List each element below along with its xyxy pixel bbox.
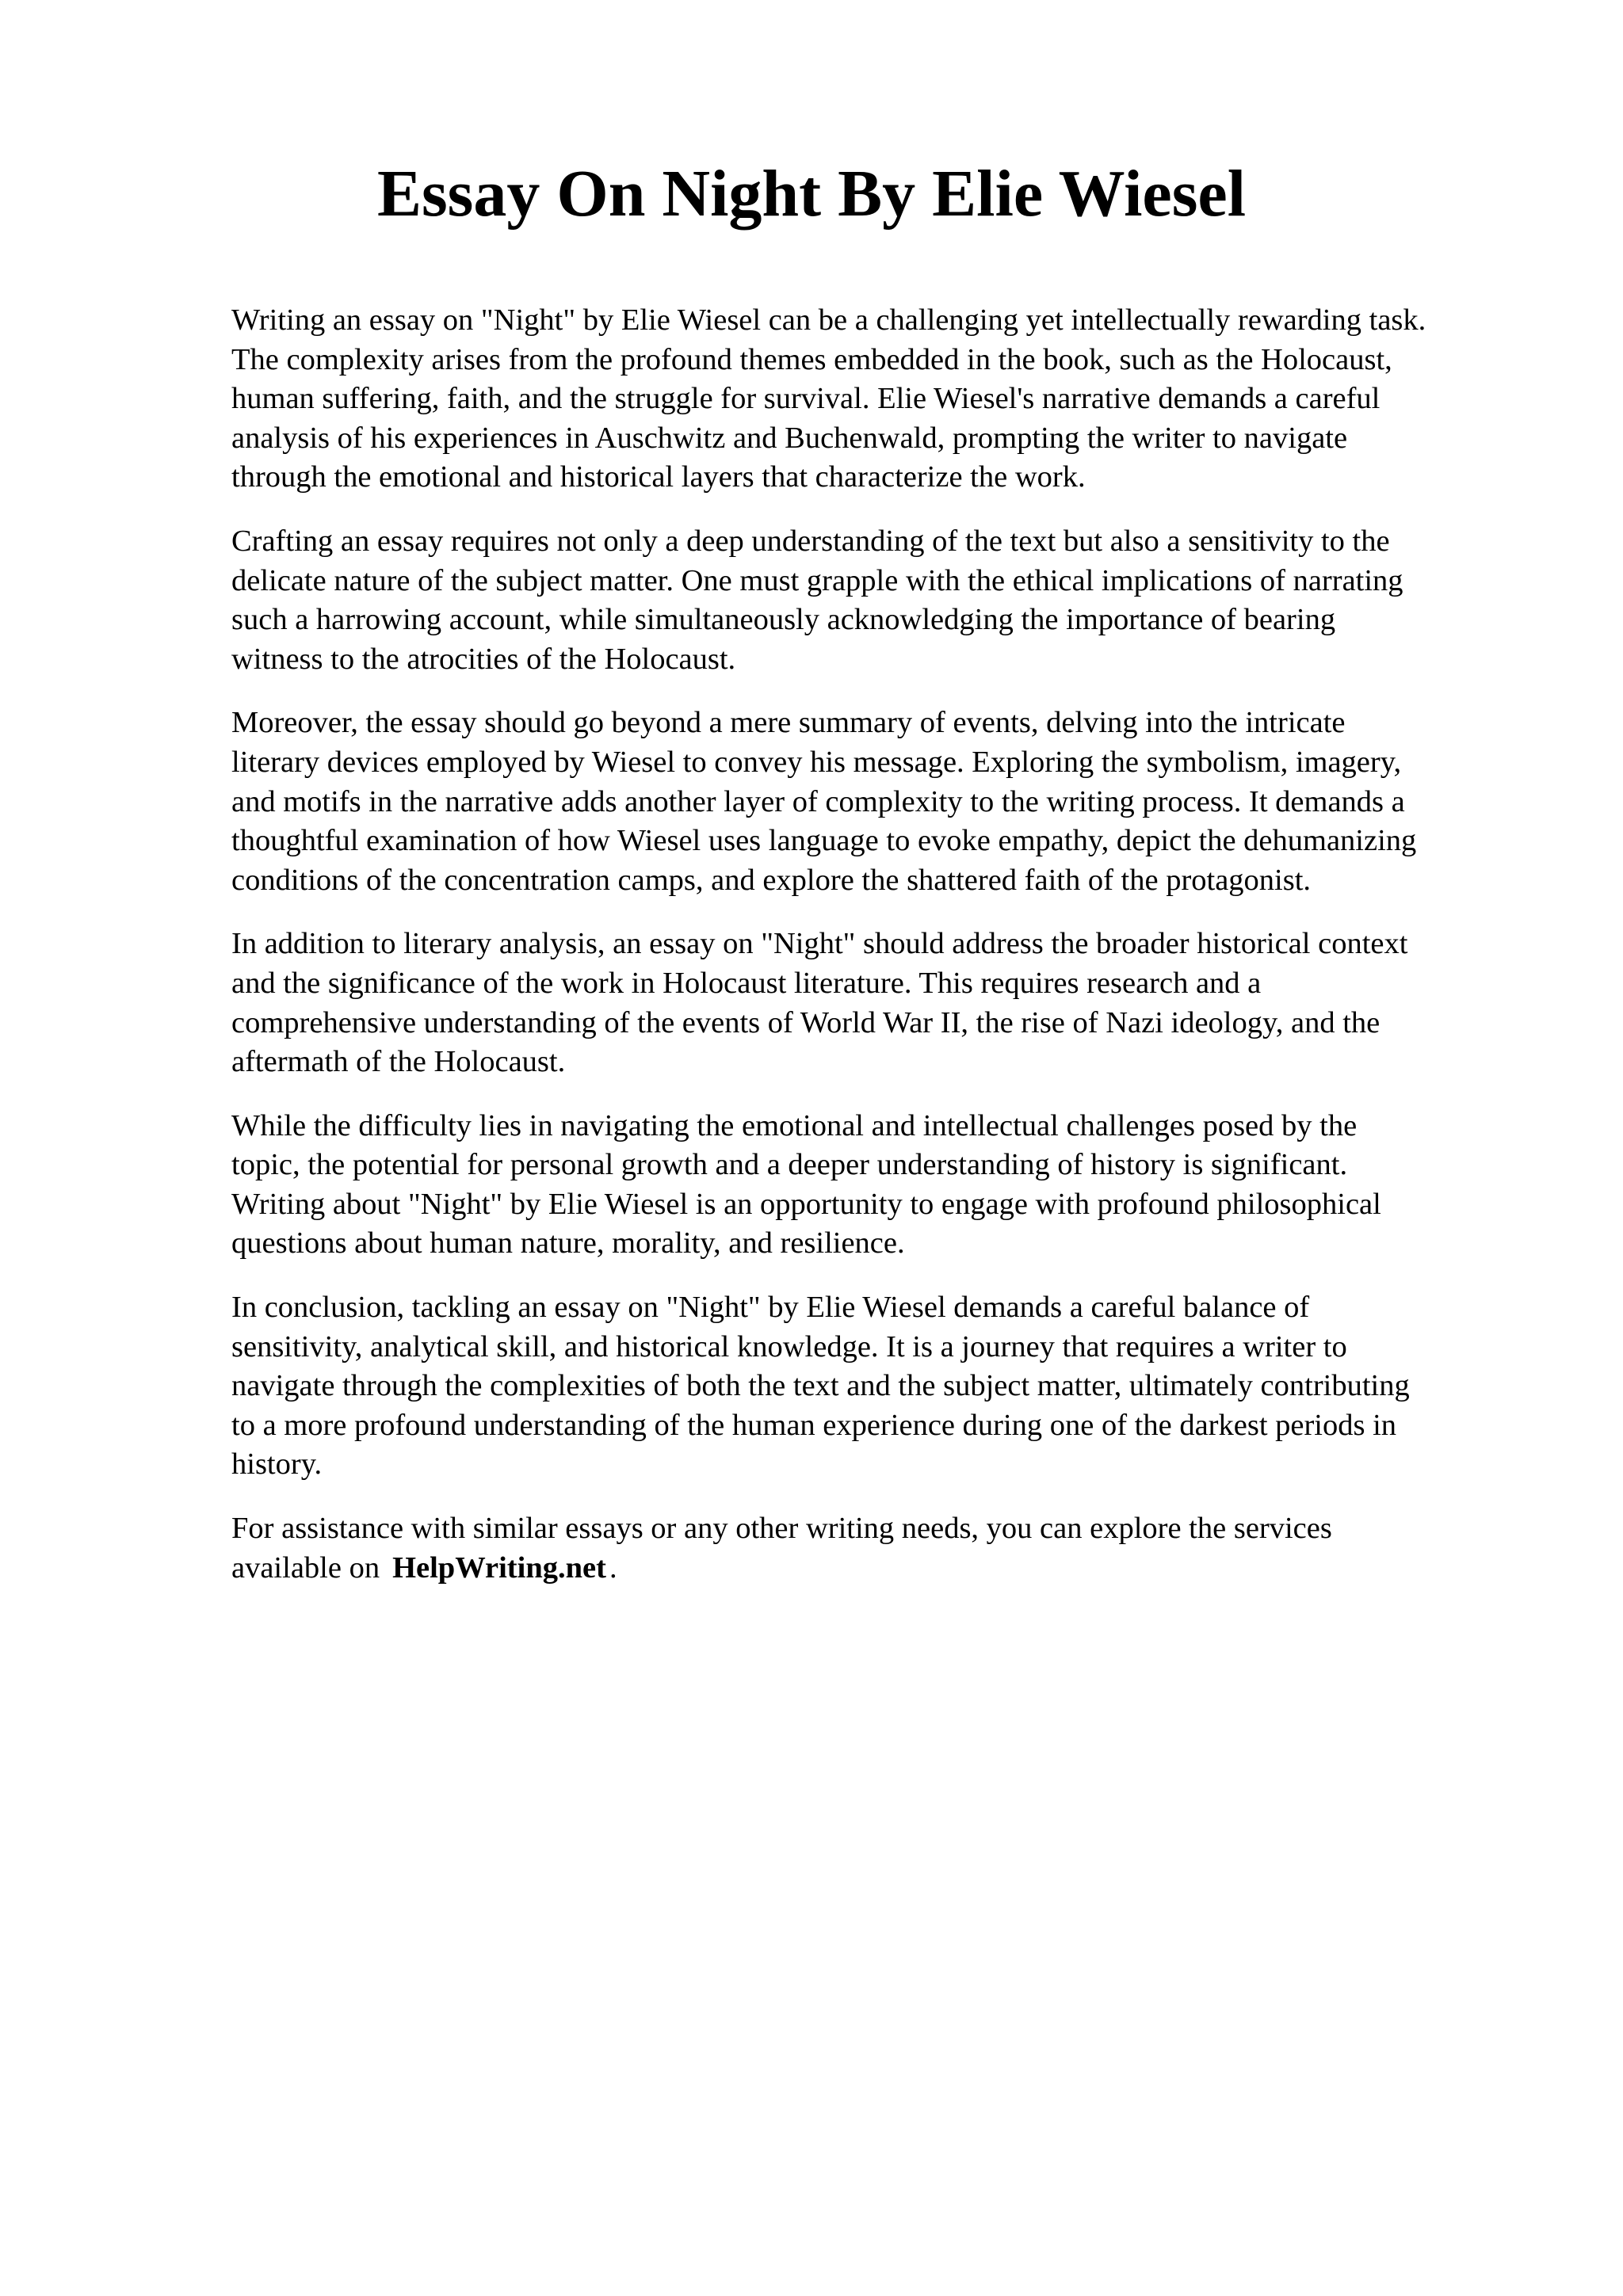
paragraph-line: delicate nature of the subject matter. One must grapple with the ethical implications of narrating: [231, 563, 1403, 597]
paragraph-1: [231, 301, 1531, 498]
paragraph-line: Writing about "Night" by Elie Wiesel is an opportunity to engage with profound philosophical: [231, 1187, 1381, 1221]
paragraph-line: conditions of the concentration camps, and explore the shattered faith of the protagonist.: [231, 863, 1312, 897]
paragraph-6: [231, 1288, 1531, 1485]
paragraph-line: navigate through the complexities of both the text and the subject matter, ultimately contributing: [231, 1369, 1410, 1403]
paragraph-2: [231, 522, 1531, 679]
paragraph-line: and the significance of the work in Holocaust literature. This requires research and a: [231, 966, 1262, 1000]
paragraph-3: [231, 704, 1531, 900]
closing-line-1: For assistance with similar essays or any other writing needs, you can explore the services: [231, 1512, 1332, 1546]
closing-prefix: available on: [231, 1550, 380, 1585]
paragraph-line: comprehensive understanding of the events of World War II, the rise of Nazi ideology, and the: [231, 1005, 1381, 1039]
helpwriting-link[interactable]: HelpWriting.net: [392, 1550, 606, 1585]
paragraph-line: questions about human nature, morality, and resilience.: [231, 1226, 905, 1261]
paragraph-line: The complexity arises from the profound themes embedded in the book, such as the Holocaust,: [231, 342, 1392, 376]
paragraph-line: to a more profound understanding of the human experience during one of the darkest periods in: [231, 1408, 1397, 1442]
paragraph-line: analysis of his experiences in Auschwitz and Buchenwald, prompting the writer to navigate: [231, 421, 1348, 455]
paragraph-line: human suffering, faith, and the struggle for survival. Elie Wiesel's narrative demands a careful: [231, 382, 1381, 416]
paragraph-line: and motifs in the narrative adds another layer of complexity to the writing process. It demands a: [231, 784, 1405, 818]
paragraph-line: Crafting an essay requires not only a deep understanding of the text but also a sensitivity to the: [231, 524, 1390, 558]
paragraph-line: Writing an essay on "Night" by Elie Wiesel can be a challenging yet intellectually rewarding task.: [231, 303, 1426, 337]
paragraph-line: While the difficulty lies in navigating the emotional and intellectual challenges posed by the: [231, 1108, 1358, 1142]
paragraph-line: history.: [231, 1447, 323, 1482]
document-title: Essay On Night By Elie Wiesel: [376, 157, 1247, 231]
paragraph-4: [231, 925, 1531, 1081]
paragraph-line: through the emotional and historical layers that characterize the work.: [231, 460, 1086, 494]
closing-line-2: [231, 1549, 1531, 1589]
paragraph-line: topic, the potential for personal growth and a deeper understanding of history is significant.: [231, 1148, 1348, 1182]
closing-paragraph: [231, 1509, 1531, 1588]
paragraph-line: In conclusion, tackling an essay on "Night" by Elie Wiesel demands a careful balance of: [231, 1291, 1310, 1325]
document-body: [231, 301, 1531, 1612]
paragraph-line: witness to the atrocities of the Holocaust.: [231, 642, 736, 676]
paragraph-5: [231, 1107, 1531, 1264]
paragraph-line: thoughtful examination of how Wiesel uses language to evoke empathy, depict the dehumanizing: [231, 824, 1417, 858]
paragraph-line: literary devices employed by Wiesel to convey his message. Exploring the symbolism, imagery,: [231, 745, 1402, 779]
paragraph-line: Moreover, the essay should go beyond a mere summary of events, delving into the intricate: [231, 706, 1346, 740]
paragraph-line: In addition to literary analysis, an essay on "Night" should address the broader historical context: [231, 927, 1408, 961]
closing-suffix: .: [609, 1550, 617, 1585]
paragraph-line: such a harrowing account, while simultaneously acknowledging the importance of bearing: [231, 603, 1336, 637]
paragraph-line: sensitivity, analytical skill, and historical knowledge. It is a journey that requires a writer to: [231, 1329, 1347, 1363]
paragraph-line: aftermath of the Holocaust.: [231, 1045, 566, 1079]
